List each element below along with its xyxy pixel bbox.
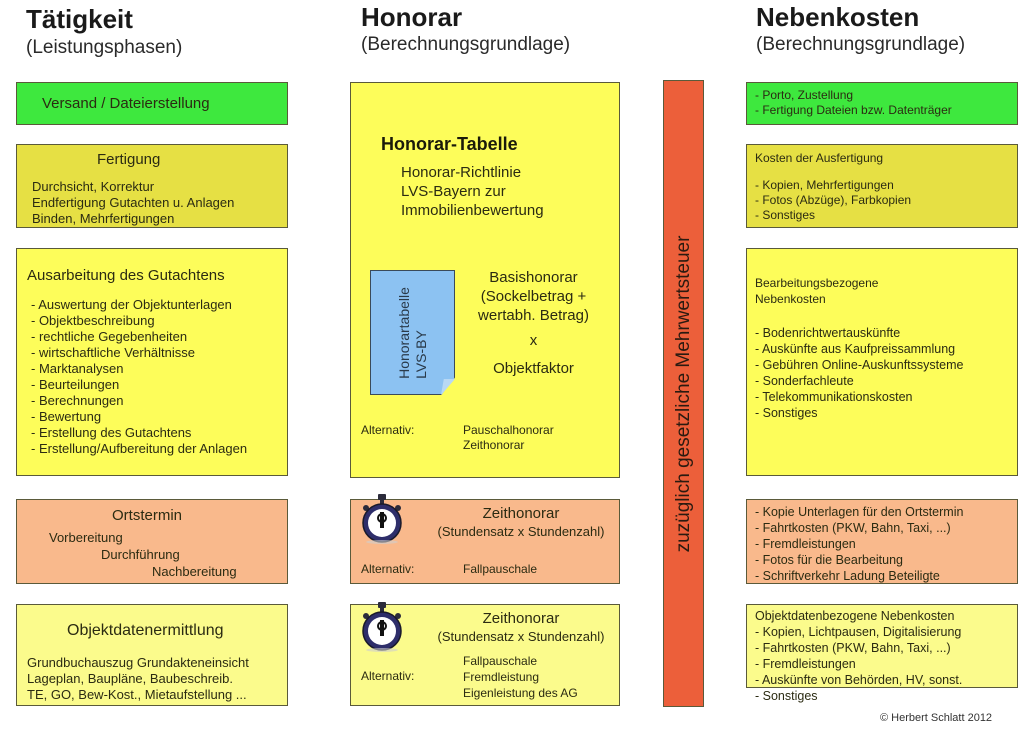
taetigkeit-objektdaten-box xyxy=(16,604,288,706)
stopwatch-icon xyxy=(360,602,404,652)
honorar-zeit1-title: Zeithonorar xyxy=(482,505,560,522)
honorar-tabelle-alt-label: Alternativ: xyxy=(361,423,415,437)
taetigkeit-ortstermin-title: Ortstermin xyxy=(112,507,183,524)
nebenkosten-versand-lines: - Porto, Zustellung - Fertigung Dateien bzw. Datenträger xyxy=(755,88,952,117)
nebenkosten-fertigung-box xyxy=(746,144,1018,228)
copyright: © Herbert Schlatt 2012 xyxy=(880,712,993,724)
nebenkosten-bearbeitung-title: Bearbeitungsbezogene Nebenkosten xyxy=(755,276,879,306)
stopwatch-icon xyxy=(360,494,404,544)
document-icon-label: Honorartabelle LVS-BY xyxy=(395,286,429,379)
nebenkosten-bearbeitung-lines: - Bodenrichtwertauskünfte - Auskünfte aus Kaufpreissammlung - Gebühren Online-Auskunftssysteme - Sonderfachleute - Telekommunikationskosten - Sonstiges xyxy=(755,326,964,420)
honorar-zeit2-alt-values: Fallpauschale Fremdleistung Eigenleistung des AG xyxy=(463,654,578,700)
vat-bar-text: zuzüglich gesetzliche Mehrwertsteuer xyxy=(672,235,694,552)
nebenkosten-objektdaten-box xyxy=(746,604,1018,703)
honorar-zeit1-alt-label: Alternativ: xyxy=(361,562,415,576)
honorar-tabelle-alt-values: Pauschalhonorar Zeithonorar xyxy=(463,423,554,452)
taetigkeit-fertigung-lines: Durchsicht, Korrektur Endfertigung Gutachten u. Anlagen Binden, Mehrfertigungen xyxy=(32,179,235,226)
honorar-formula: Basishonorar (Sockelbetrag + wertabh. Betrag) x Objektfaktor xyxy=(478,269,589,377)
taetigkeit-fertigung-box xyxy=(16,144,288,228)
taetigkeit-ausarbeitung-lines: - Auswertung der Objektunterlagen - Objektbeschreibung - rechtliche Gegebenheiten - wirtschaftliche Verhältnisse - Marktanalysen - Beurteilungen - Berechnungen - Bewertung - Erstellung des Gutachtens - Erstellung/Aufbereitung der Anlagen xyxy=(31,297,248,456)
vat-bar xyxy=(663,80,704,707)
taetigkeit-ortstermin-box xyxy=(16,499,288,584)
taetigkeit-versand-title: Versand / Dateierstellung xyxy=(42,95,210,112)
honorar-zeit2-subtitle: (Stundensatz x Stundenzahl) xyxy=(437,629,605,644)
nebenkosten-objektdaten-lines: Objektdatenbezogene Nebenkosten - Kopien, Lichtpausen, Digitalisierung - Fahrtkosten (PKW, Bahn, Taxi, ...) - Fremdleistungen - Auskünfte von Behörden, HV, sonst. - Sonstiges xyxy=(755,609,963,703)
column-subtitle-nebenkosten: (Berechnungsgrundlage) xyxy=(756,34,966,55)
taetigkeit-versand-box xyxy=(16,82,288,125)
column-title-nebenkosten: Nebenkosten xyxy=(756,2,920,32)
honorar-zeit1-alt-value: Fallpauschale xyxy=(463,562,538,576)
honorar-zeit1-subtitle: (Stundensatz x Stundenzahl) xyxy=(437,524,605,539)
taetigkeit-ortstermin-step-3: Nachbereitung xyxy=(152,564,237,579)
taetigkeit-ausarbeitung-title: Ausarbeitung des Gutachtens xyxy=(27,267,225,284)
honorar-zeit2-alt-label: Alternativ: xyxy=(361,669,415,683)
column-subtitle-taetigkeit: (Leistungsphasen) xyxy=(26,37,183,58)
honorar-tabelle-description: Honorar-Richtlinie LVS-Bayern zur Immobilienbewertung xyxy=(401,164,544,219)
honorar-zeit2-title: Zeithonorar xyxy=(482,610,560,627)
nebenkosten-ortstermin-lines: - Kopie Unterlagen für den Ortstermin - Fahrtkosten (PKW, Bahn, Taxi, ...) - Fremdleistungen - Fotos für die Bearbeitung - Schriftverkehr Ladung Beteiligte xyxy=(755,505,964,583)
nebenkosten-versand-box xyxy=(746,82,1018,125)
column-title-honorar: Honorar xyxy=(361,2,463,32)
honorar-tabelle-title: Honorar-Tabelle xyxy=(381,134,518,154)
nebenkosten-ortstermin-box xyxy=(746,499,1018,584)
nebenkosten-fertigung-title: Kosten der Ausfertigung xyxy=(755,151,884,165)
taetigkeit-ortstermin-step-2: Durchführung xyxy=(101,547,180,562)
taetigkeit-fertigung-title: Fertigung xyxy=(97,151,161,168)
column-subtitle-honorar: (Berechnungsgrundlage) xyxy=(361,34,571,55)
taetigkeit-objektdaten-title: Objektdatenermittlung xyxy=(67,622,224,639)
nebenkosten-bearbeitung-box xyxy=(746,248,1018,476)
taetigkeit-objektdaten-lines: Grundbuchauszug Grundakteneinsicht Lageplan, Baupläne, Baubeschreib. TE, GO, Bew-Kost., Mietaufstellung ... xyxy=(27,655,249,702)
column-title-taetigkeit: Tätigkeit xyxy=(26,4,133,34)
taetigkeit-ausarbeitung-box xyxy=(16,248,288,476)
nebenkosten-fertigung-lines: - Kopien, Mehrfertigungen - Fotos (Abzüge), Farbkopien - Sonstiges xyxy=(755,178,912,222)
taetigkeit-ortstermin-step-1: Vorbereitung xyxy=(49,530,123,545)
